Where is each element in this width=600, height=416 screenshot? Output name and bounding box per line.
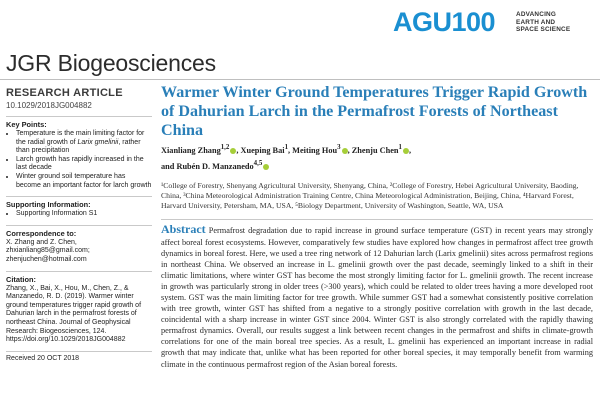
author-separator: , (288, 145, 293, 155)
abstract-text: Permafrost degradation due to rapid increase in ground surface temperature (GST) in recent years may strongly affect boreal forest ecosystems. However, comparatively few studies have explored how changes in permafrost affect tree growth dynamics in boreal forest. Here, we used a tree ring network of 12 Dahurian larch (Larix gmelinii) sites across permafrost regions in northeast China. We observed an increase in L. gmelinii growth over the past decade, seemingly linked to a shift in their climatic limitations, where winter GST has become the most strongly limiting factor for L. gmelinii growth. The recent increase in growth was particularly strong in older trees (>300 years), which could be related to older trees having a more developed root system. GST was the main limiting factor for tree growth. While summer GST had a somewhat consistently positive correlation with tree growth, winter GST has shifted from a negative to a strongly positive correlation with growth in the last decade, coincidental with a sharp increase in winter GST since 2004. Winter GST is also strongly correlated with the rapidly thawing permafrost dynamics. Overall, our results suggest a link between recent changes in the permafrost and shifts in climate-growth correlations for one of the main boreal tree species. As a result, L. gmelinii has experienced an important increase in radial growth that may indicate that, unlike what has been reported for other boreal species, it may temporally benefit from warming climate in the continuous permafrost region of the Asian boreal forests. (161, 226, 593, 369)
key-point: • Temperature is the main limiting factor for the radial growth of Larix gmelinii, rather than precipitation (16, 130, 152, 156)
article-doi[interactable]: 10.1029/2018JG004882 (6, 101, 92, 110)
sidebar-divider (6, 116, 152, 117)
author-name-text: Zhenju Chen (351, 145, 399, 155)
author-name[interactable] (351, 144, 412, 155)
sidebar-divider (6, 271, 152, 272)
correspondence-heading: Correspondence to: (6, 228, 77, 238)
tagline-line: SPACE SCIENCE (516, 26, 571, 34)
author-name[interactable] (292, 146, 347, 155)
author-name[interactable] (161, 159, 269, 171)
author-name-text: Meiting Hou (292, 145, 338, 155)
article-title: Warmer Winter Ground Temperatures Trigger Rapid Growth of Dahurian Larch in the Permafrost Forests of Northeast China (161, 84, 588, 139)
author-name[interactable] (241, 146, 289, 155)
tagline-line: ADVANCING (516, 11, 557, 18)
key-point: • Larch growth has rapidly increased in the last decade (16, 156, 152, 173)
citation-text: Zhang, X., Bai, X., Hou, M., Chen, Z., & Manzanedo, R. D. (2019). Warmer winter ground temperatures trigger rapid growth of Dahurian larch in the permafrost forests of northeast China. Journal of Geophysical Research: Biogeosciences, 124. https://doi.org/10.1029/2018JG004882 (6, 284, 142, 344)
agu100-wordmark: AGU100 (393, 7, 496, 37)
author-affil-sup: 4,5 (253, 159, 263, 167)
orcid-icon[interactable] (263, 164, 269, 170)
affiliations: ¹College of Forestry, Shenyang Agricultural University, Shenyang, China, ²College of Forestry, Hebei Agricultural University, Baoding, China, ³China Meteorological Administration Training Centre, China Meteorological Administration, Beijing, China, ⁴Harvard Forest, Harvard University, Petersham, MA, USA, ⁵Biology Department, University of Washington, Seattle, WA, USA (161, 180, 579, 211)
author-name-text: Xianliang Zhang (161, 145, 221, 155)
sidebar-divider (6, 225, 152, 226)
agu100-logo[interactable] (393, 5, 598, 43)
author-affil-sup: 3 (337, 144, 341, 151)
abstract-heading: Abstract (161, 222, 206, 237)
received-date: Received 20 OCT 2018 (6, 354, 80, 362)
correspondence-email[interactable]: zhxianliang85@gmail.com; (6, 247, 90, 255)
author-affil-sup: 1 (398, 144, 402, 151)
author-affil-sup: 1,2 (220, 144, 230, 151)
key-point: • Winter ground soil temperature has become an important factor for larch growth (16, 173, 152, 190)
header-divider (0, 79, 600, 80)
article-main (161, 83, 593, 370)
tagline-line: EARTH AND (516, 18, 556, 26)
correspondence-names: X. Zhang and Z. Chen, (6, 238, 77, 246)
supporting-info-link[interactable]: • Supporting Information S1 (16, 210, 152, 219)
article-sidebar (6, 82, 152, 363)
sidebar-divider (6, 196, 152, 197)
key-points-heading: Key Points: (6, 120, 47, 129)
journal-title: JGR Biogeosciences (6, 50, 216, 76)
author-list (161, 141, 593, 173)
author-separator: , (409, 145, 412, 155)
sidebar-divider (6, 351, 152, 352)
article-type: RESEARCH ARTICLE (6, 87, 123, 99)
author-affil-sup: 1 (284, 144, 289, 151)
author-name[interactable] (161, 146, 236, 155)
supporting-info-heading: Supporting Information: (6, 200, 91, 210)
correspondence-email[interactable]: zhenjuchen@hotmail.com (6, 255, 87, 263)
citation-heading: Citation: (6, 274, 36, 284)
key-points-list (6, 130, 152, 190)
author-name-text: and Rubén D. Manzanedo (161, 161, 254, 171)
supporting-info-list (6, 210, 152, 219)
abstract-divider (161, 219, 593, 220)
author-separator: , (236, 145, 241, 155)
author-separator: , (347, 145, 352, 155)
author-name-text: Xueping Bai (240, 145, 285, 155)
abstract-section (161, 219, 593, 369)
agu-tagline (516, 11, 570, 34)
